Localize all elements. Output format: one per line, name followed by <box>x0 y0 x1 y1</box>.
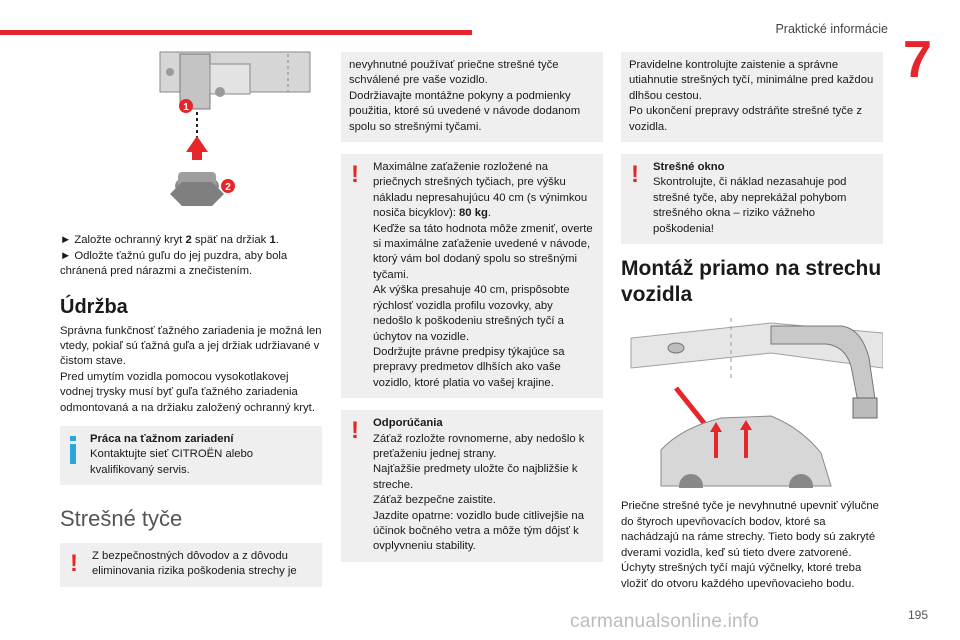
recommendation-4: Jazdite opatrne: vozidlo bude citlivejšie na účinok bočného vetra a môže tým dôjsť k ovplyvneniu stability. <box>373 509 585 553</box>
column-left <box>60 44 322 599</box>
info-title: Práca na ťažnom zariadení <box>90 433 234 446</box>
max-load-legal-text: Dodržujte právne predpisy týkajúce sa prepravy predmetov dlhších ako vaše vozidlo, ktoré platia vo vašej krajine. <box>373 345 565 389</box>
remove-bars-text: Po ukončení prepravy odstráňte strešné tyče z vozidla. <box>629 105 862 133</box>
column-right <box>621 52 883 592</box>
warning-box-recommendations <box>341 410 603 562</box>
check-text: Pravidelne kontrolujte zaistenie a správne utiahnutie strešných tyčí, minimálne pred každou dlhšou cestou. <box>629 59 874 102</box>
udrzba-text-1: Správna funkčnosť ťažného zariadenia je možná len vtedy, pokiaľ sú ťažná guľa a jej držiak udržiavané v čistom stave. <box>60 324 322 368</box>
warning-icon: ! <box>631 161 639 189</box>
warning-box-sunroof <box>621 154 883 244</box>
towbar-cap-illustration <box>60 44 322 224</box>
max-load-height-text: Ak výška presahuje 40 cm, prispôsobte rýchlosť vozidla profilu vozovky, aby nedošlo k poškodeniu strešných tyčí a úchytov na vozidle. <box>373 284 570 343</box>
heading-udrzba: Údržba <box>60 295 128 318</box>
warning-icon: ! <box>351 161 359 189</box>
svg-text:1: 1 <box>183 102 189 113</box>
recommendation-3: Záťaž bezpečne zaistite. <box>373 494 496 507</box>
recommendations-title: Odporúčania <box>373 417 443 430</box>
udrzba-text-2: Pred umytím vozidla pomocou vysokotlakovej vodnej trysky musí byť guľa ťažného zariadenia odmontovaná a na držiaku založený ochranný kryt. <box>60 370 315 414</box>
watermark: carmanualsonline.info <box>570 611 760 632</box>
heading-roof-mount: Montáž priamo na strechu vozidla <box>621 257 882 307</box>
section-title: Praktické informácie <box>775 22 888 36</box>
continuation-box <box>341 52 603 142</box>
heading-stresne-tyce: Strešné tyče <box>60 506 183 532</box>
sunroof-title: Strešné okno <box>653 161 725 174</box>
warning-box-max-load <box>341 154 603 398</box>
warning-icon: ! <box>351 417 359 445</box>
recommendation-2: Najťažšie predmety uložte čo najbližšie k streche. <box>373 463 578 491</box>
column-middle <box>341 52 603 574</box>
info-text: Kontaktujte sieť CITROËN alebo kvalifikovaný servis. <box>90 448 254 476</box>
assembly-instructions-text: Dodržiavajte montážne pokyny a podmienky použitia, ktoré sú uvedené v návode dodanom spolu so strešnými tyčami. <box>349 89 581 133</box>
header-accent-bar <box>0 30 472 35</box>
bullet-2: ► Odložte ťažnú guľu do jej puzdra, aby bola chránená pred nárazmi a znečistením. <box>60 249 288 278</box>
recommendation-1: Záťaž rozložte rovnomerne, aby nedošlo k preťaženiu jednej strany. <box>373 432 585 460</box>
warning-box-safety <box>60 543 322 587</box>
max-load-verify-text: Keďže sa táto hodnota môže zmeniť, overte si maximálne zaťaženie uvedené v návode, ktorý vám bol dodaný spolu so strešnými tyčami. <box>373 222 593 281</box>
chapter-number: 7 <box>903 31 932 89</box>
svg-text:2: 2 <box>225 182 231 193</box>
warning-text: Z bezpečnostných dôvodov a z dôvodu eliminovania rizika poškodenia strechy je <box>92 549 297 578</box>
info-box-towbar <box>60 426 322 485</box>
page-number: 195 <box>907 608 928 622</box>
max-load-text: Maximálne zaťaženie rozložené na priečnych strešných tyčiach, pre výšku nákladu nepresahujúcu 40 cm (s výnimkou nosiča bicyklov): 80 kg. <box>373 161 588 220</box>
info-icon <box>70 436 76 464</box>
roof-mount-text-2: Úchyty strešných tyčí majú výčnelky, ktoré treba vložiť do otvoru každého upevňovacieho bodu. <box>621 562 862 590</box>
continuation-text: nevyhnutné používať priečne strešné tyče schválené pre vaše vozidlo. <box>349 59 559 87</box>
warning-icon: ! <box>70 549 78 577</box>
bullet-1: ► Založte ochranný kryt 2 späť na držiak 1. <box>60 234 279 247</box>
info-box-check <box>621 52 883 142</box>
sunroof-text: Skontrolujte, či náklad nezasahuje pod strešné tyče, aby neprekážal pohybom strešného okna – riziko vážneho poškodenia! <box>653 176 847 235</box>
callout-2 <box>221 179 235 193</box>
roof-mount-text-1: Priečne strešné tyče je nevyhnutné upevniť výlučne do štyroch upevňovacích bodov, ktoré sa nachádzajú na ráme strechy. Tieto body sú zakryté dverami vozidla, keď sú tieto dvere zatvorené. <box>621 500 879 559</box>
callout-1 <box>179 99 193 113</box>
roof-mount-illustration <box>621 318 883 488</box>
